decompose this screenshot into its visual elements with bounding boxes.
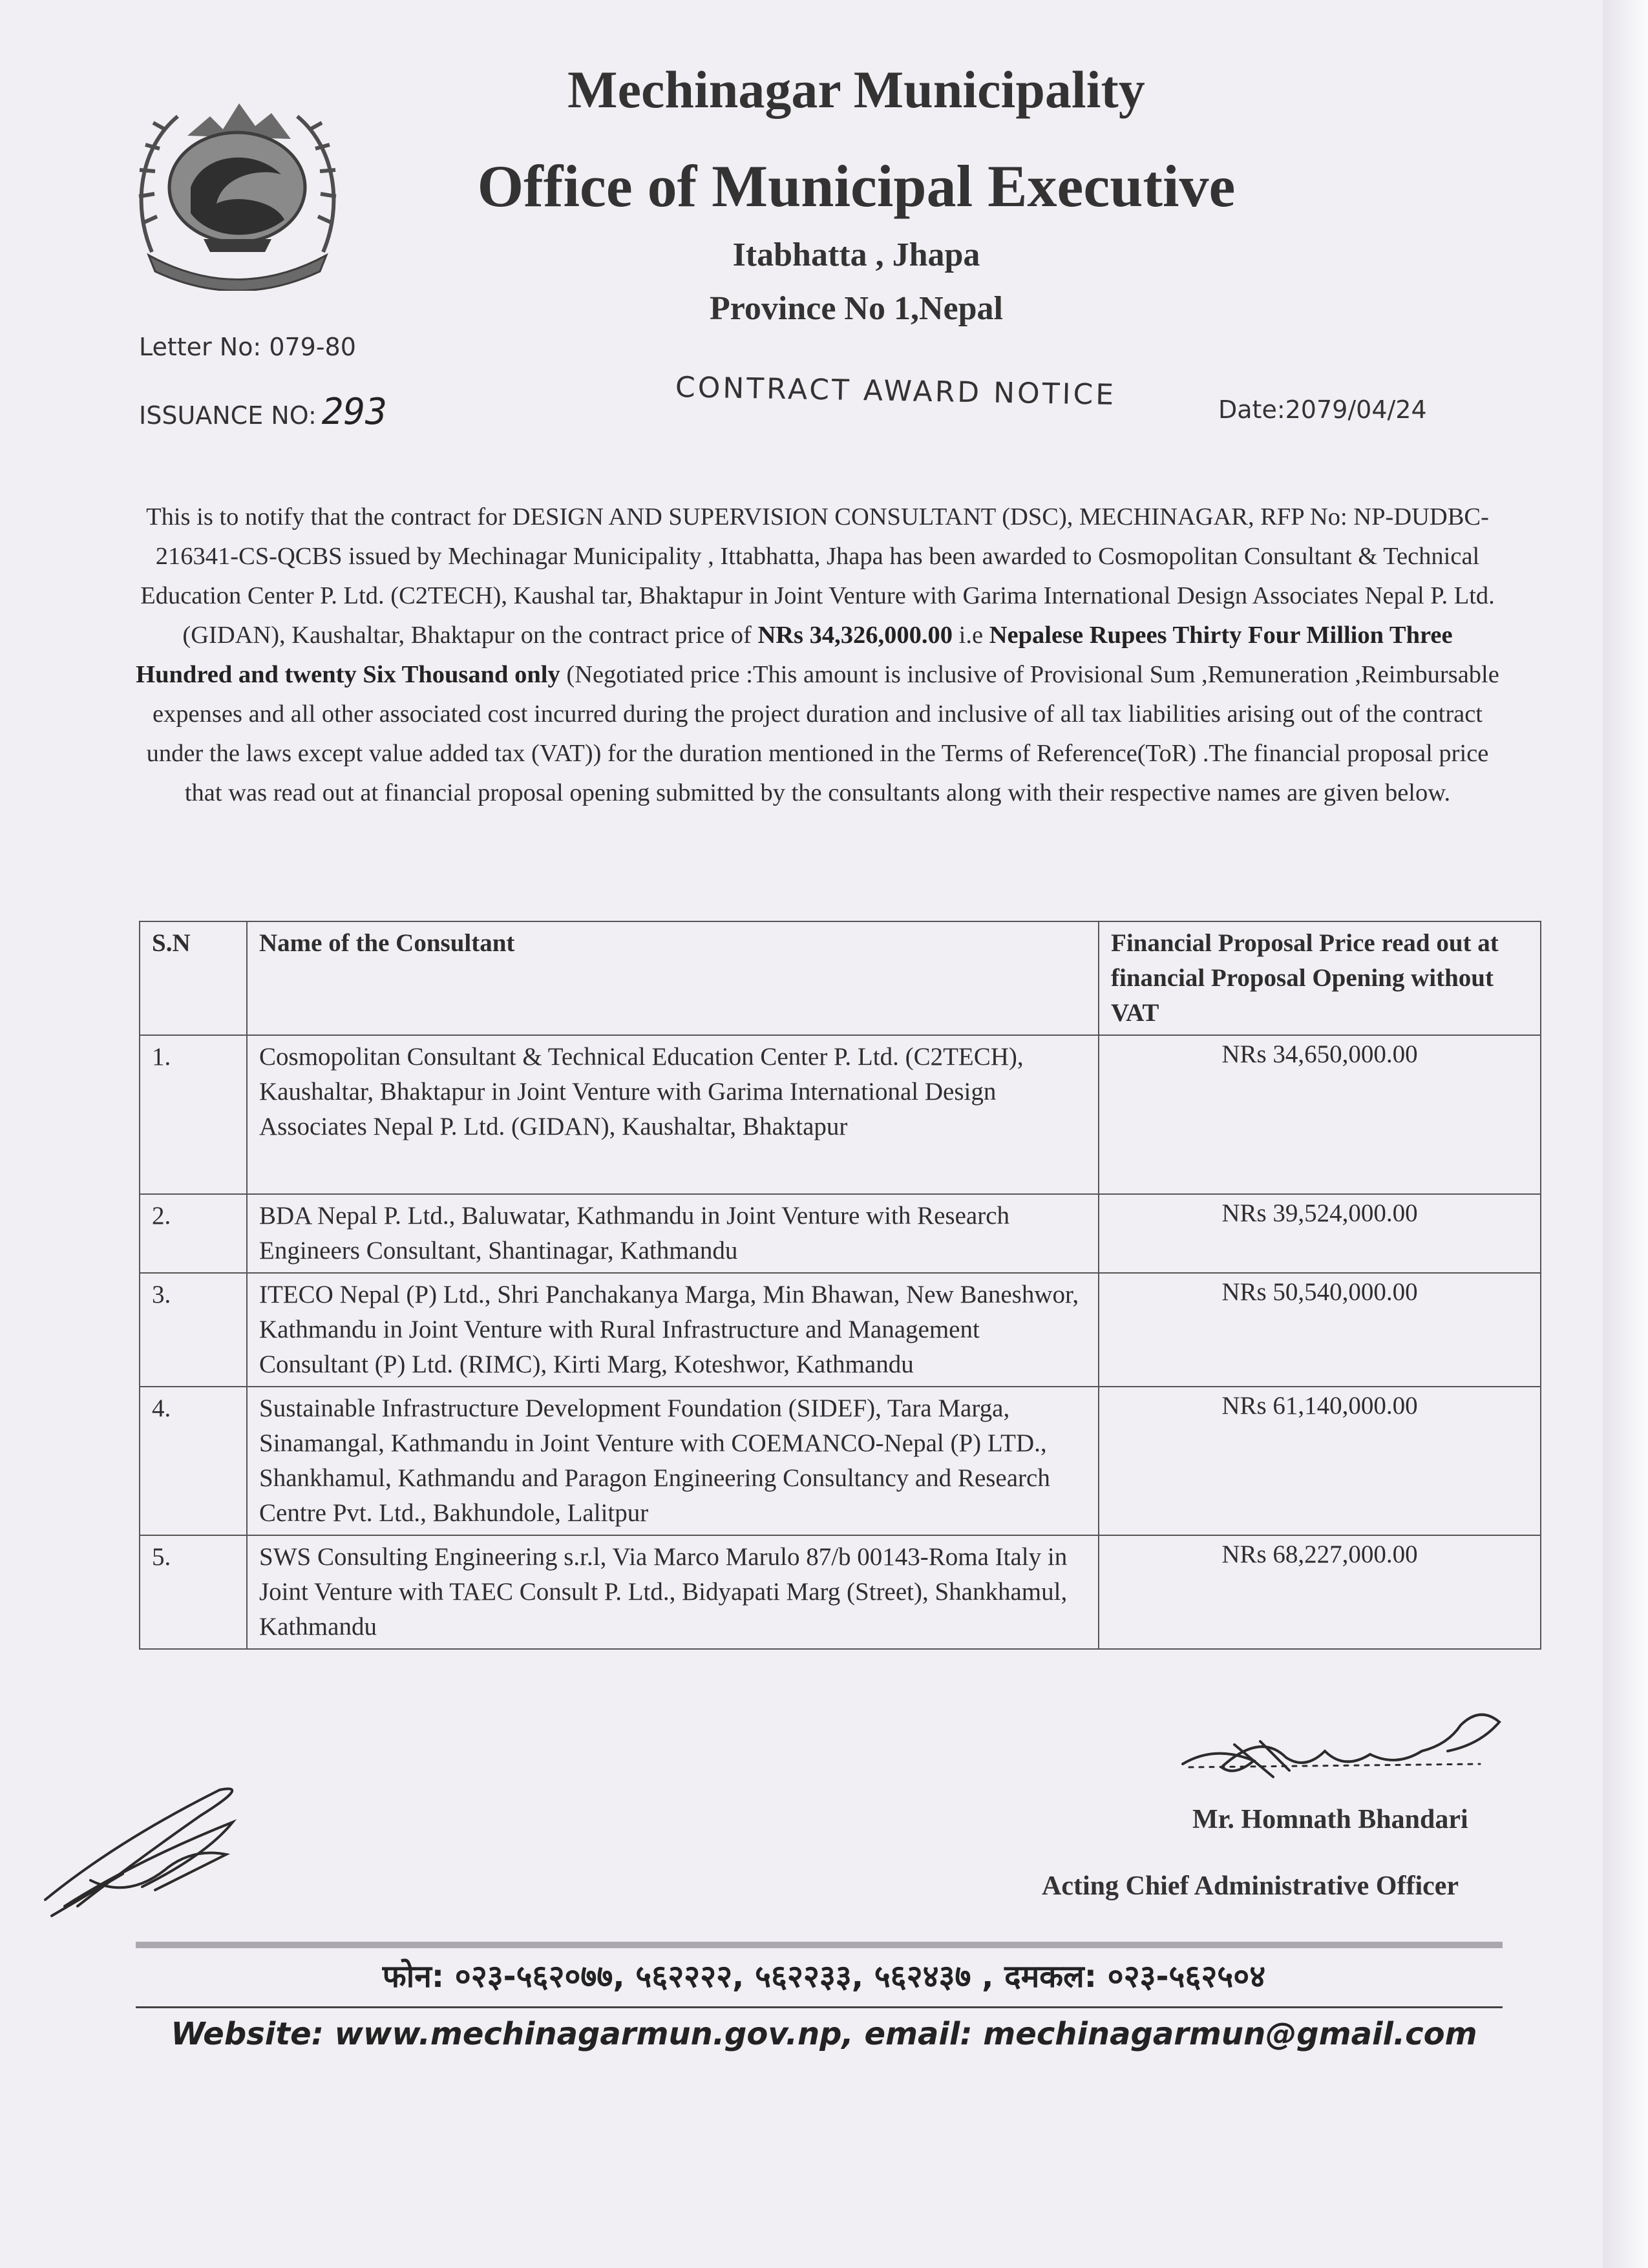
header-sn: S.N — [140, 921, 247, 1035]
row-sn: 4. — [140, 1387, 247, 1535]
signatory-title: Acting Chief Administrative Officer — [1042, 1871, 1459, 1901]
table-row — [140, 1535, 1541, 1649]
table-row — [140, 1387, 1541, 1535]
office-address: Itabhatta , Jhapa — [732, 236, 980, 273]
notice-date: Date:2079/04/24 — [1218, 395, 1427, 424]
table-row — [140, 1035, 1541, 1194]
row-consultant: Cosmopolitan Consultant & Technical Education Center P. Ltd. (C2TECH), Kaushaltar, Bhaktapur in Joint Venture with Garima International Design Associates Nepal P. Ltd. (GIDAN), Kaushaltar, Bhaktapur — [247, 1035, 1099, 1194]
issuance-label: ISSUANCE NO: — [139, 401, 317, 430]
notice-body — [136, 498, 1499, 813]
letter-number: Letter No: 079-80 — [139, 333, 356, 361]
footer-divider — [136, 1942, 1503, 1948]
row-consultant: BDA Nepal P. Ltd., Baluwatar, Kathmandu in Joint Venture with Research Engineers Consultant, Shantinagar, Kathmandu — [247, 1194, 1099, 1273]
signatory-name: Mr. Homnath Bhandari — [1192, 1805, 1468, 1834]
row-price: NRs 61,140,000.00 — [1099, 1387, 1541, 1535]
body-paragraph-1: This is to notify that the contract for DESIGN AND SUPERVISION CONSULTANT (DSC), MECHINAGAR, RFP No: NP-DUDBC-216341-CS-QCBS issued by Mechinagar Municipality , Ittabhatta, Jhapa has been awarded to Cosmopolitan Consultant & Technical Education Center P. Ltd. (C2TECH), Kaushal tar, Bhaktapur in Joint Venture with Garima International Design Associates Nepal P. Ltd. (GIDAN), Kaushaltar, Bhaktapur on the contract price of — [140, 503, 1495, 649]
contract-price: NRs 34,326,000.00 — [757, 622, 953, 649]
contract-price-words: Nepalese Rupees Thirty Four Million Three Hundred and twenty Six Thousand only — [136, 622, 1453, 688]
table-row — [140, 1273, 1541, 1387]
page-edge — [1603, 0, 1648, 2268]
witness-signature-icon — [39, 1777, 271, 1926]
row-consultant: Sustainable Infrastructure Development Foundation (SIDEF), Tara Marga, Sinamangal, Kathmandu in Joint Venture with COEMANCO-Nepal (P) LTD., Shankhamul, Kathmandu and Paragon Engineering Consultancy and Research Centre Pvt. Ltd., Bakhundole, Lalitpur — [247, 1387, 1099, 1535]
office-province: Province No 1,Nepal — [710, 290, 1003, 327]
row-consultant: ITECO Nepal (P) Ltd., Shri Panchakanya Marga, Min Bhawan, New Baneshwor, Kathmandu in Joint Venture with Rural Infrastructure and Management Consultant (P) Ltd. (RIMC), Kirti Marg, Koteshwor, Kathmandu — [247, 1273, 1099, 1387]
municipality-name: Mechinagar Municipality — [567, 60, 1145, 119]
header-consultant: Name of the Consultant — [247, 921, 1099, 1035]
row-price: NRs 39,524,000.00 — [1099, 1194, 1541, 1273]
footer-phone: फोन: ०२३-५६२०७७, ५६२२२२, ५६२२३३, ५६२४३७ , दमकल: ०२३-५६२५०४ — [382, 1958, 1266, 1995]
officer-signature-icon — [1176, 1706, 1538, 1803]
footer-divider-thin — [136, 2006, 1503, 2008]
body-ie: i.e — [958, 622, 984, 649]
footer-website: Website: www.mechinagarmun.gov.np, email: mechinagarmun@gmail.com — [171, 2016, 1477, 2052]
row-price: NRs 50,540,000.00 — [1099, 1273, 1541, 1387]
row-price: NRs 68,227,000.00 — [1099, 1535, 1541, 1649]
row-sn: 1. — [140, 1035, 247, 1194]
notice-title: CONTRACT AWARD NOTICE — [675, 371, 1117, 412]
row-sn: 3. — [140, 1273, 247, 1387]
row-consultant: SWS Consulting Engineering s.r.l, Via Marco Marulo 87/b 00143-Roma Italy in Joint Venture with TAEC Consult P. Ltd., Bidyapati Marg (Street), Shankhamul, Kathmandu — [247, 1535, 1099, 1649]
issuance-number: 293 — [321, 391, 387, 433]
row-price: NRs 34,650,000.00 — [1099, 1035, 1541, 1194]
issuance-line — [139, 391, 387, 433]
row-sn: 2. — [140, 1194, 247, 1273]
table-row — [140, 1194, 1541, 1273]
office-name: Office of Municipal Executive — [477, 153, 1236, 219]
proposal-table — [139, 921, 1541, 1650]
table-header-row — [140, 921, 1541, 1035]
body-paragraph-2: (Negotiated price :This amount is inclusive of Provisional Sum ,Remuneration ,Reimbursable expenses and all other associated cost incurred during the project duration and inclusive of all tax liabilities arising out of the contract under the laws except value added tax (VAT)) for the duration mentioned in the Terms of Reference(ToR) .The financial proposal price that was read out at financial proposal opening submitted by the consultants along with their respective names are given below. — [146, 661, 1499, 806]
header-price: Financial Proposal Price read out at financial Proposal Opening without VAT — [1099, 921, 1541, 1035]
row-sn: 5. — [140, 1535, 247, 1649]
